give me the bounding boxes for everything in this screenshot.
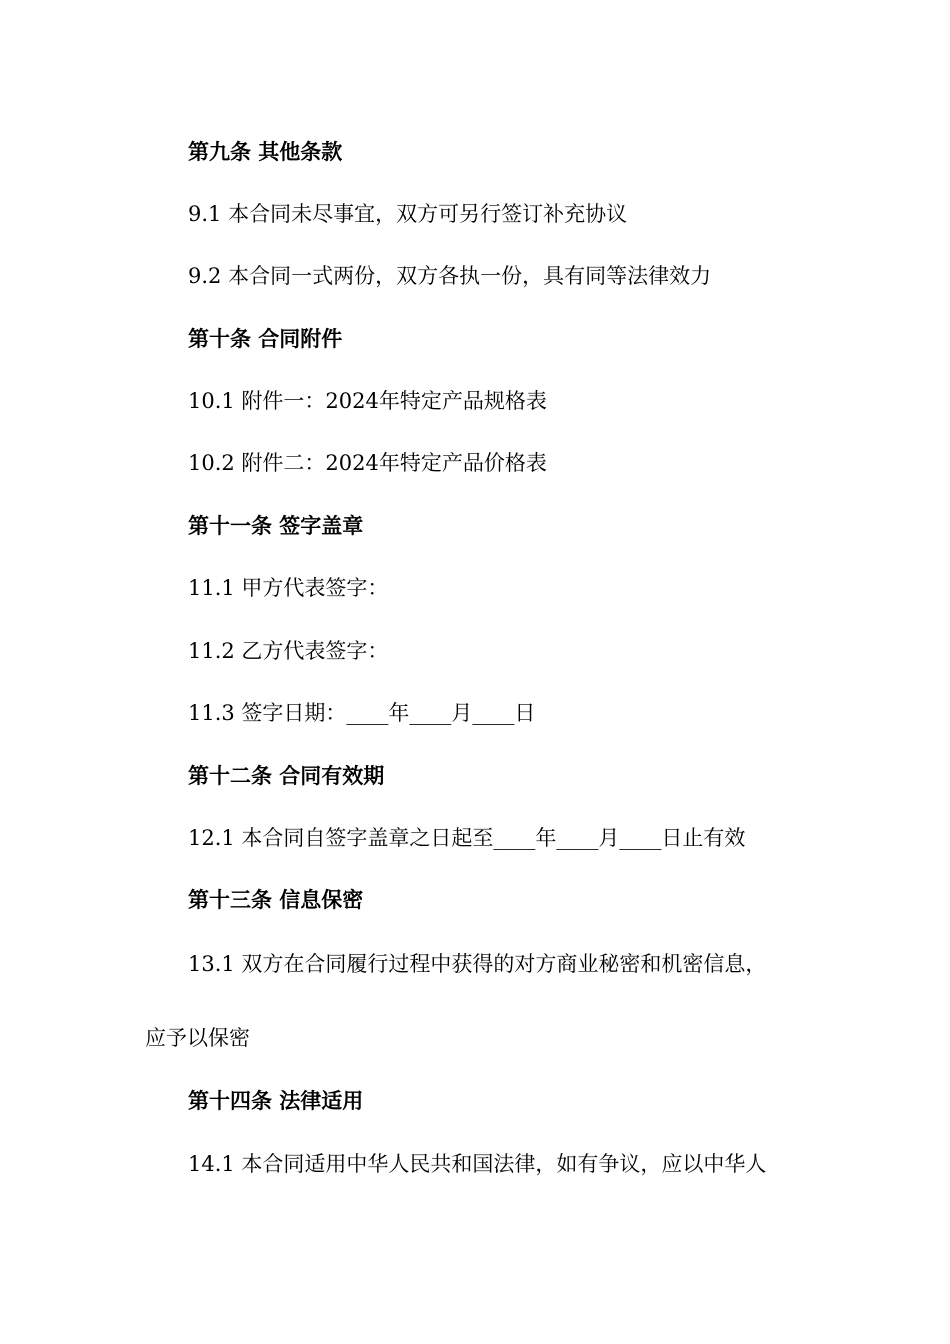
clause-11-2: 11.2 乙方代表签字：	[188, 639, 389, 663]
clause-11-3: 11.3 签字日期：____年____月____日	[188, 701, 536, 725]
clause-10-2: 10.2 附件二：2024年特定产品价格表	[188, 451, 547, 475]
clause-14-1: 14.1 本合同适用中华人民共和国法律，如有争议，应以中华人	[188, 1152, 767, 1176]
clause-13-1-continuation: 应予以保密	[145, 1026, 250, 1050]
clause-12-1: 12.1 本合同自签字盖章之日起至____年____月____日止有效	[188, 826, 746, 850]
section-heading-10: 第十条 合同附件	[188, 327, 343, 351]
clause-13-1: 13.1 双方在合同履行过程中获得的对方商业秘密和机密信息，	[188, 952, 767, 976]
clause-9-2: 9.2 本合同一式两份，双方各执一份，具有同等法律效力	[188, 264, 712, 288]
section-heading-11: 第十一条 签字盖章	[188, 514, 364, 538]
clause-9-1: 9.1 本合同未尽事宜，双方可另行签订补充协议	[188, 202, 628, 226]
clause-10-1: 10.1 附件一：2024年特定产品规格表	[188, 389, 547, 413]
section-heading-14: 第十四条 法律适用	[188, 1089, 364, 1113]
section-heading-9: 第九条 其他条款	[188, 140, 343, 164]
clause-11-1: 11.1 甲方代表签字：	[188, 576, 389, 600]
section-heading-13: 第十三条 信息保密	[188, 888, 364, 912]
section-heading-12: 第十二条 合同有效期	[188, 764, 385, 788]
